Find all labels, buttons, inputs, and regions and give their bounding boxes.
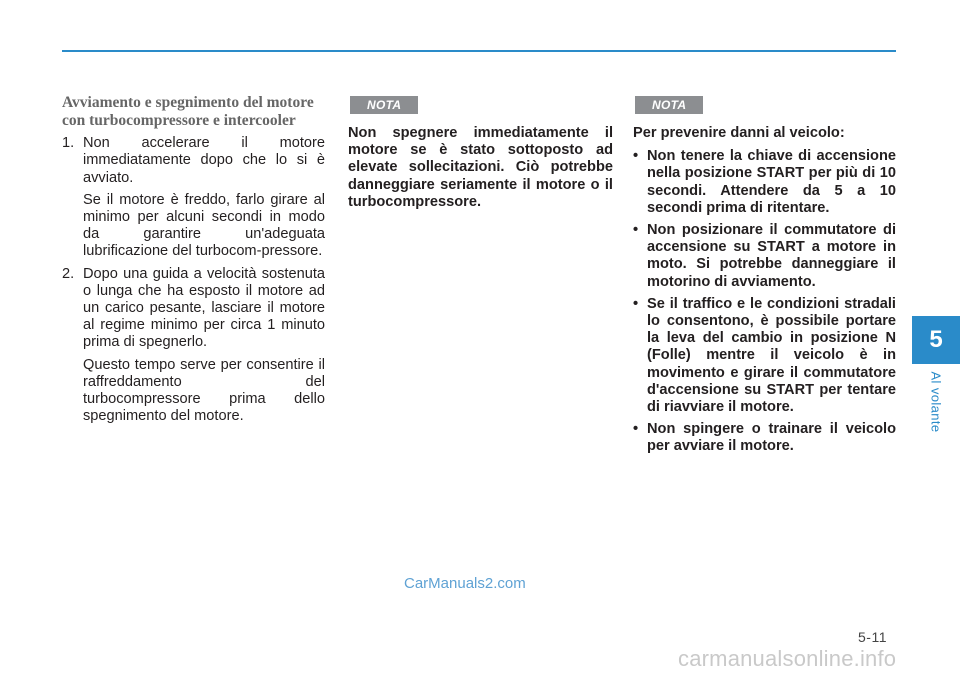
bullet-list <box>633 148 896 455</box>
bullet-text: Se il traffico e le condizioni stradali lo consentono, è possibile portare la leva del cambio in posizione N (Folle) mentre il veicolo è in movimento e girare il commutatore d'accensione su START per tentare di riavviare il motore. <box>647 295 896 416</box>
bullet-text: Non tenere la chiave di accensione nella posizione START per più di 10 secondi. Attendere da 5 a 10 secondi prima di ritentare. <box>647 148 896 216</box>
item-paragraph: Non accelerare il motore immediatamente dopo che lo si è avviato. <box>83 135 325 186</box>
list-item <box>633 222 896 291</box>
column-right <box>633 94 896 461</box>
bullet-text: Non spingere o trainare il veicolo per avviare il motore. <box>647 421 896 455</box>
column-left <box>62 94 325 430</box>
chapter-tab: 5 <box>912 316 960 364</box>
footer-watermark: carmanualsonline.info <box>678 646 897 671</box>
bullet-glyph: • <box>633 148 639 165</box>
bullet-glyph: • <box>633 295 639 312</box>
nota-badge: NOTA <box>350 96 418 114</box>
column-middle <box>348 94 613 211</box>
item-paragraph: Questo tempo serve per consentire il raffreddamento del turbocompressore prima dello spegnimento del motore. <box>83 356 325 425</box>
nota-intro: Per prevenire danni al veicolo: <box>633 125 845 141</box>
bullet-glyph: • <box>633 222 639 239</box>
numbered-item-1 <box>62 135 325 260</box>
bullet-text: Non posizionare il commutatore di accensione su START a motore in moto. Si potrebbe danneggiare il motorino di avviamento. <box>647 222 896 290</box>
numbered-item-2 <box>62 266 325 426</box>
item-number: 1. <box>62 135 75 152</box>
item-paragraph: Dopo una guida a velocità sostenuta o lunga che ha esposto il motore ad un carico pesante, lasciare il motore al regime minimo per circa 1 minuto prima di spegnerlo. <box>83 265 325 351</box>
bullet-glyph: • <box>633 421 639 438</box>
page-number: 5-11 <box>858 629 887 645</box>
list-item <box>633 421 896 455</box>
header-rule <box>62 50 896 52</box>
nota-text: Non spegnere immediatamente il motore se è stato sottoposto ad elevate sollecitazioni. Ciò potrebbe danneggiare seriamente il motore o il turbocompressore. <box>348 125 613 210</box>
watermark-link[interactable]: CarManuals2.com <box>404 575 526 592</box>
section-heading: Avviamento e spegnimento del motore con turbocompressore e intercooler <box>62 94 314 129</box>
item-number: 2. <box>62 265 75 282</box>
chapter-label: Al volante <box>928 371 944 433</box>
list-item <box>633 148 896 217</box>
item-paragraph: Se il motore è freddo, farlo girare al minimo per alcuni secondi in modo da garantire un'adeguata lubrificazione del turbocom-pressore. <box>83 191 325 260</box>
nota-badge: NOTA <box>635 96 703 114</box>
list-item <box>633 296 896 416</box>
